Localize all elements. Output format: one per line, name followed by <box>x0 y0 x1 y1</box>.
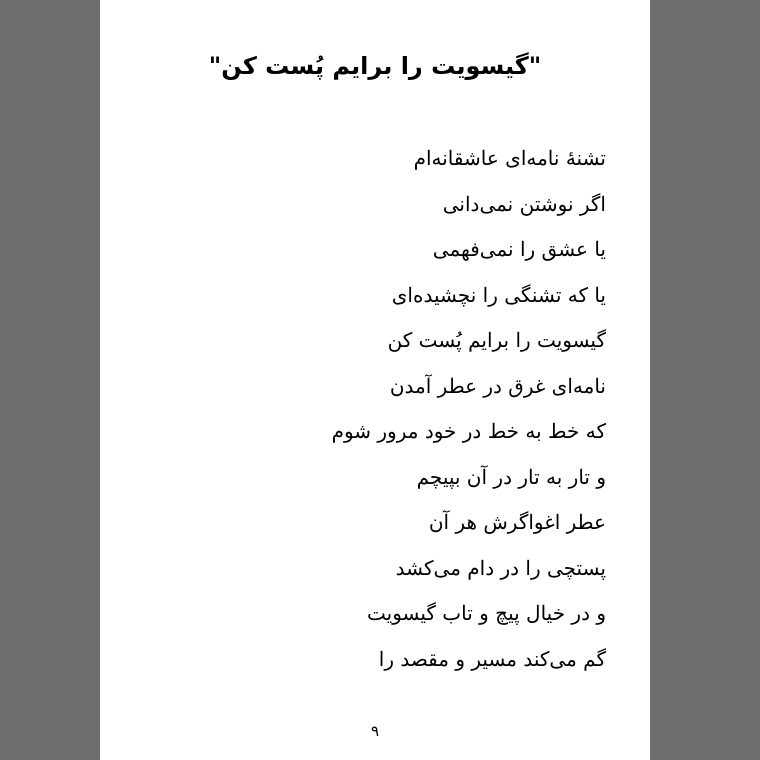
document-page <box>100 0 650 760</box>
poem-line: یا عشق را نمی‌فهمی <box>432 237 606 261</box>
poem-line: اگر نوشتن نمی‌دانی <box>442 191 606 216</box>
poem-line: که خط به خط در خود مرور شوم <box>331 419 606 443</box>
page-number: ۹ <box>370 722 380 740</box>
poem-line: یا که تشنگی را نچشیده‌ای <box>391 282 606 307</box>
poem-line: گیسویت را برایم پُست کن <box>387 328 606 352</box>
poem-line: نامه‌ای غرق در عطر آمدن <box>389 373 606 398</box>
poem-line: پستچی را در دام می‌کشد <box>395 555 606 580</box>
poem-line: و تار به تار در آن بپیچم <box>416 464 606 489</box>
poem-line: عطر اغواگرش هر آن <box>428 510 606 534</box>
poem-line: تشنهٔ نامه‌ای عاشقانه‌ام <box>413 146 606 170</box>
poem-title: "گیسویت را برایم پُست کن" <box>208 52 542 80</box>
poem-line: و در خیال پیچ و تاب گیسویت <box>367 601 606 625</box>
poem-line: گم می‌کند مسیر و مقصد را <box>378 646 606 671</box>
poem-body <box>126 140 606 686</box>
